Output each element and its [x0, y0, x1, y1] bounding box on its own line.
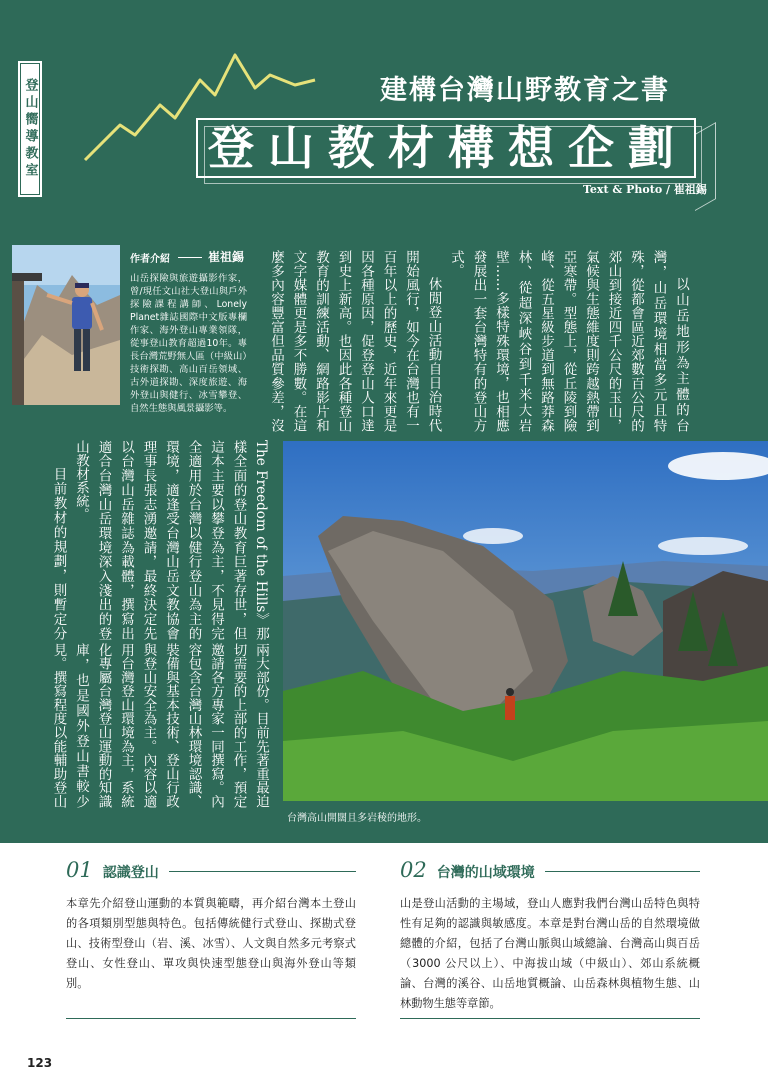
section-01 [66, 858, 356, 994]
section-bottom-rule [66, 1018, 356, 1019]
body-paragraph: 目前教材的規劃，則暫定分 [50, 467, 67, 640]
section-title: 認識登山 [102, 865, 159, 881]
section-body: 本章先介紹登山運動的本質與範疇，再介紹台灣本土登山的各項類別型態與特色。包括傳統健行式登山、探勘式登山、技術型登山（岩、溪、冰雪）、人文與自然多元考察式登山、女性登山、單攻與快速型態登山與海外登山等類別。 [66, 897, 356, 990]
mountain-ridge-photo [283, 441, 768, 801]
section-rule [169, 871, 356, 872]
body-paragraph: 以山岳地形為主體的台灣，山岳環境相當多元且特殊，從都會區近郊數百公尺的郊山到接近四千公尺的玉山，氣候與生態維度則跨越熱帶到亞寒帶。型態上，從丘陵到險峰、從五星級步道到無路莽森林、從超深峽谷到千米大岩壁……多樣特殊環境，也相應發展出一套台灣特有的登山方式。 [448, 250, 689, 432]
section-number: 01 [66, 858, 93, 882]
author-bio: 山岳探險與旅遊攝影作家，曾/現任文山社大登山與戶外探險課程講師、Lonely Planet雜誌國際中文版專欄作家、海外登山專業領隊，從事登山教育超過10年。專長台灣荒野無人區（中級山）技術探勘、高山百岳領域、古外道探勘、深度旅遊、海外登山與健行、冰雪攀登、自然生態與風景攝影等。 [130, 273, 247, 414]
column-label-box [17, 60, 43, 198]
article-title: 登山教材構想企劃 [208, 121, 688, 175]
section-body: 山是登山活動的主場域，登山人應對我們台灣山岳特色與特性有足夠的認識與敏感度。本章是對台灣山岳的自然環境做總體的介紹，包括了台灣山脈與山域總論、台灣高山與百岳（3000 公尺以上）、中海拔山域（中級山）、郊山系統概論、台灣的溪谷、山岳地質概論、山岳森林與植物生態、山林動物生態等章節。 [400, 897, 700, 1010]
body-column-middle [47, 440, 272, 640]
body-column-top [267, 250, 692, 432]
article-subtitle: 建構台灣山野教育之書 [380, 75, 670, 106]
section-heading [66, 858, 356, 884]
section-title: 台灣的山域環境 [436, 865, 535, 881]
author-name: 崔祖錫 [208, 250, 245, 264]
author-photo [12, 245, 120, 405]
body-paragraph: 休閒登山活動自日治時代開始風行，如今在台灣也有一百年以上的歷史，近年來更是因各種原因，促登登山人口達到史上新高。也因此各種登山教育的訓練活動、網路影片和文字媒體更是多不勝數。在這麼多內容豐富但品質參差，沒 [268, 250, 442, 432]
author-intro-label: 作者介紹 [130, 254, 170, 265]
byline-credit: Text & Photo / 崔祖錫 [583, 183, 707, 196]
section-number: 02 [400, 858, 427, 882]
body-column-bottom [47, 643, 272, 808]
body-paragraph: The Freedom of the Hills》那樣全面的登山教育巨著存世，但這本主要以攀登為主，不見得完全適用於台灣以健行登山為主的環境，適逢受台灣山岳文教協會理事長張志湧邀請，最終決定先以台灣山岳雜誌為載體，撰寫出適合台灣山岳環境深入淺出的登山教材系統。 [73, 440, 269, 640]
body-paragraph: 兩大部份。目前先著重最迫切需要的上部的工作，預定邀請各方專家一同撰寫。內容包含台灣山林環境認識、裝備與基本技術、登山行政與登山安全為主。內容以適用台灣登山環境為主，系統化專屬台灣登山運動的知識庫，也是國外登山書較少見。撰寫程度以能輔助登山 [50, 643, 269, 808]
section-02 [400, 858, 700, 1014]
photo-caption: 台灣高山開闊且多岩稜的地形。 [287, 813, 427, 824]
section-heading [400, 858, 700, 884]
page-number: 123 [27, 1056, 53, 1070]
column-label: 登山嚮導教室 [20, 63, 40, 195]
section-bottom-rule [400, 1018, 700, 1019]
author-divider [178, 257, 202, 258]
title-frame [196, 118, 696, 178]
section-rule [545, 871, 700, 872]
